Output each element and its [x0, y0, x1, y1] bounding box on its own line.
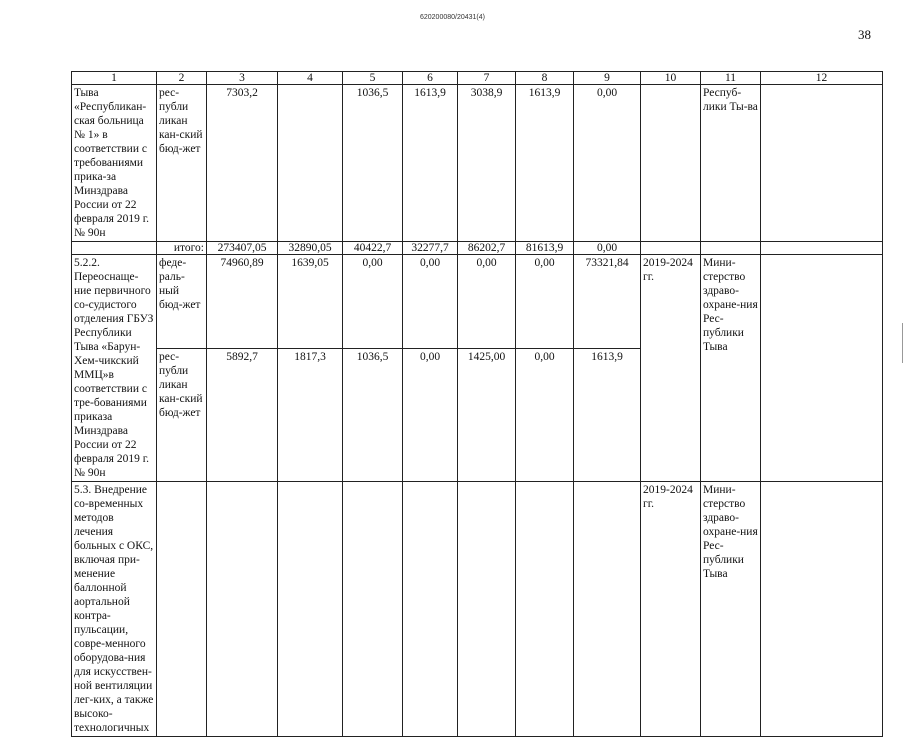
value-cell: 1817,3 [278, 348, 343, 481]
value-cell: 0,00 [403, 255, 458, 349]
result-cell [761, 85, 883, 242]
table-row [72, 482, 883, 737]
empty-cell [516, 482, 574, 737]
header-cell: 9 [574, 72, 641, 85]
total-value: 32277,7 [403, 242, 458, 255]
value-cell: 1639,05 [278, 255, 343, 349]
header-row [72, 72, 883, 85]
value-cell: 1613,9 [403, 85, 458, 242]
value-cell: 1613,9 [574, 348, 641, 481]
value-cell: 7303,2 [207, 85, 278, 242]
scan-artifact [902, 323, 903, 363]
table-row [72, 255, 883, 349]
result-cell [761, 255, 883, 482]
empty-cell [72, 242, 157, 255]
value-cell: 1425,00 [458, 348, 516, 481]
total-value: 40422,7 [343, 242, 403, 255]
page-number: 38 [858, 27, 871, 42]
responsible-cell: Мини-стерство здраво-охране-ния Рес-публики Тыва [701, 255, 761, 482]
header-cell: 12 [761, 72, 883, 85]
header-cell: 3 [207, 72, 278, 85]
total-value: 86202,7 [458, 242, 516, 255]
funding-source: рес-публи ликан кан-ский бюд-жет [157, 348, 207, 481]
measure-description: 5.3. Внедрение со-временных методов лечения больных с ОКС, включая при-менение баллонной аортальной контра-пульсации, совре-менного оборудова-ния для искусствен-ной вентиляции лег-ких, а также высоко-технологичных [72, 482, 157, 737]
value-cell: 74960,89 [207, 255, 278, 349]
empty-cell [157, 482, 207, 737]
header-cell: 4 [278, 72, 343, 85]
empty-cell [574, 482, 641, 737]
empty-cell [761, 242, 883, 255]
funding-source: рес-публи ликан кан-ский бюд-жет [157, 85, 207, 242]
total-row [72, 242, 883, 255]
value-cell: 0,00 [403, 348, 458, 481]
header-cell: 11 [701, 72, 761, 85]
header-cell: 5 [343, 72, 403, 85]
table-row [72, 85, 883, 242]
value-cell: 1613,9 [516, 85, 574, 242]
value-cell [278, 85, 343, 242]
header-cell: 10 [641, 72, 701, 85]
result-cell [761, 482, 883, 737]
empty-cell [343, 482, 403, 737]
header-cell: 2 [157, 72, 207, 85]
empty-cell [458, 482, 516, 737]
total-value: 81613,9 [516, 242, 574, 255]
value-cell: 73321,84 [574, 255, 641, 349]
value-cell: 1036,5 [343, 85, 403, 242]
total-value: 32890,05 [278, 242, 343, 255]
empty-cell [403, 482, 458, 737]
total-value: 0,00 [574, 242, 641, 255]
responsible-cell: Мини-стерство здраво-охране-ния Рес-публики Тыва [701, 482, 761, 737]
header-cell: 6 [403, 72, 458, 85]
value-cell: 0,00 [516, 348, 574, 481]
period-cell: 2019-2024 гг. [641, 482, 701, 737]
value-cell: 3038,9 [458, 85, 516, 242]
measure-description: Тыва «Республикан-ская больница № 1» в соответствии с требованиями прика-за Минздрава России от 22 февраля 2019 г. № 90н [72, 85, 157, 242]
empty-cell [641, 242, 701, 255]
empty-cell [278, 482, 343, 737]
value-cell: 5892,7 [207, 348, 278, 481]
document-id: 620200080/20431(4) [419, 14, 485, 21]
header-cell: 8 [516, 72, 574, 85]
period-cell: 2019-2024 гг. [641, 255, 701, 482]
funding-source: феде-раль-ный бюд-жет [157, 255, 207, 349]
value-cell: 0,00 [516, 255, 574, 349]
empty-cell [701, 242, 761, 255]
period-cell [641, 85, 701, 242]
header-cell: 1 [72, 72, 157, 85]
value-cell: 0,00 [343, 255, 403, 349]
value-cell: 0,00 [574, 85, 641, 242]
responsible-cell: Респуб-лики Ты-ва [701, 85, 761, 242]
measure-description: 5.2.2. Переоснаще-ние первичного со-судистого отделения ГБУЗ Республики Тыва «Барун-Хем-чикский ММЦ»в соответствии с тре-бованиями приказа Минздрава России от 22 февраля 2019 г. № 90н [72, 255, 157, 482]
total-value: 273407,05 [207, 242, 278, 255]
header-cell: 7 [458, 72, 516, 85]
empty-cell [207, 482, 278, 737]
value-cell: 0,00 [458, 255, 516, 349]
budget-table [71, 71, 883, 737]
value-cell: 1036,5 [343, 348, 403, 481]
total-label: итого: [157, 242, 207, 255]
